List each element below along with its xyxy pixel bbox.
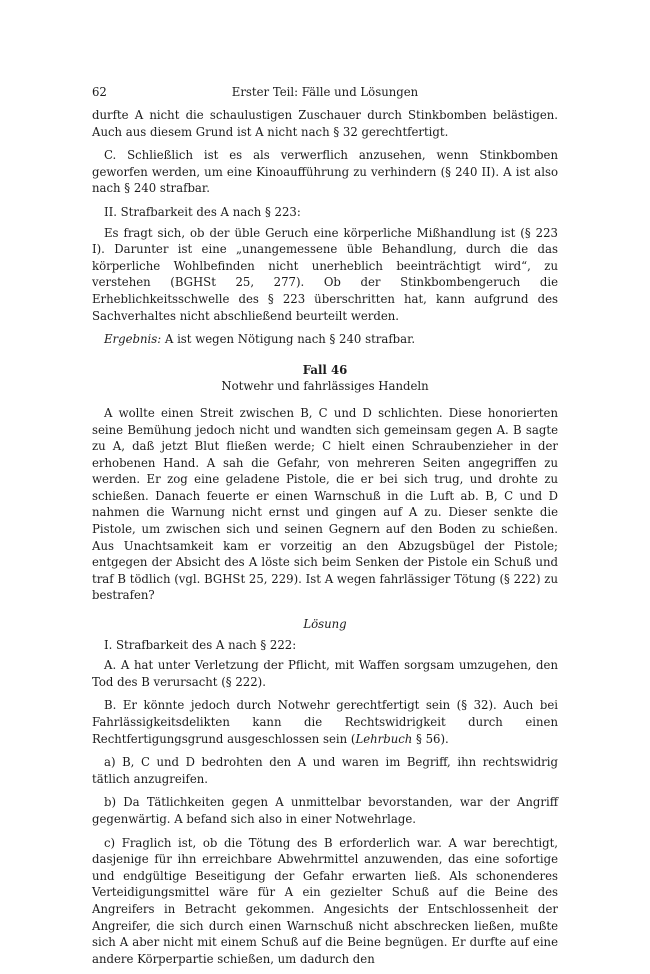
paragraph-result bbox=[92, 331, 558, 348]
paragraph-solution-a: A. A hat unter Verletzung der Pflicht, mit Waffen sorgsam umzugehen, den Tod des B verursacht (§ 222). bbox=[92, 658, 558, 689]
result-text: A ist wegen Nötigung nach § 240 strafbar. bbox=[161, 332, 416, 347]
paragraph-point-c: c) Fraglich ist, ob die Tötung des B erforderlich war. A war berechtigt, dasjenige für ihn erreichbare Abwehrmittel anzuwenden, das eine sofortige und endgültige Beseitigung der Gefahr erwarten ließ. Als schonenderes Verteidigungsmittel wäre für A ein gezielter Schuß auf die Beine des Angreifers in Betracht gekommen. Angesichts der Entschlossenheit der Angreifer, die sich durch einen Warnschuß nicht abschrecken ließen, mußte sich A aber nicht mit einem Schuß auf die Beine begnügen. Er durfte auf eine andere Körperpartie schießen, um dadurch den bbox=[92, 835, 558, 966]
running-title: Erster Teil: Fälle und Lösungen bbox=[231, 85, 419, 99]
case-title: Fall 46 bbox=[302, 362, 348, 377]
book-page bbox=[92, 84, 558, 974]
page-number: 62 bbox=[92, 85, 107, 99]
paragraph-section-c: C. Schließlich ist es als verwerflich anzusehen, wenn Stinkbomben geworfen werden, um eine Kinoaufführung zu verhindern (§ 240 II). A ist also nach § 240 strafbar. bbox=[92, 148, 558, 196]
paragraph-continuation: durfte A nicht die schaulustigen Zuschauer durch Stinkbomben belästigen. Auch aus diesem Grund ist A nicht nach § 32 gerechtfertigt. bbox=[92, 108, 558, 139]
solution-b-end: § 56). bbox=[412, 731, 449, 746]
paragraph-solution-b bbox=[92, 697, 558, 747]
heading-solution-i: I. Strafbarkeit des A nach § 222: bbox=[104, 637, 297, 652]
case-subtitle: Notwehr und fahrlässiges Handeln bbox=[221, 379, 429, 394]
paragraph-section-ii: Es fragt sich, ob der üble Geruch eine körperliche Mißhandlung ist (§ 223 I). Darunter ist eine „unangemessene üble Behandlung, durch die das körperliche Wohlbefinden nicht unerheblich beeinträchtigt wird“, zu verstehen (BGHSt 25, 277). Ob der Stinkbombengeruch die Erheblichkeitsschwelle des § 223 überschritten hat, kann aufgrund des Sachverhaltes nicht abschließend beurteilt werden. bbox=[92, 225, 558, 323]
textbook-reference: Lehrbuch bbox=[355, 731, 413, 746]
heading-section-ii: II. Strafbarkeit des A nach § 223: bbox=[104, 204, 301, 219]
solution-heading: Lösung bbox=[303, 617, 347, 632]
running-head bbox=[92, 84, 558, 102]
solution-b-text: B. Er könnte jedoch durch Notwehr gerechtfertigt sein (§ 32). Auch bei Fahrlässigkeitsdelikten kann die Rechtswidrigkeit durch einen Rechtfertigungsgrund ausgeschlossen sein ( bbox=[92, 698, 558, 746]
paragraph-point-b: b) Da Tätlichkeiten gegen A unmittelbar bevorstanden, war der Angriff gegenwärtig. A befand sich also in einer Notwehrlage. bbox=[92, 795, 558, 826]
case-facts: A wollte einen Streit zwischen B, C und D schlichten. Diese honorierten seine Bemühung jedoch nicht und wandten sich gemeinsam gegen A. B sagte zu A, daß jetzt Blut fließen werde; C hielt einen Schraubenzieher in der erhobenen Hand. A sah die Gefahr, von mehreren Seiten angegriffen zu werden. Er zog eine geladene Pistole, die er bei sich trug, und drohte zu schießen. Danach feuerte er einen Warnschuß in die Luft ab. B, C und D nahmen die Warnung nicht ernst und gingen auf A zu. Dieser senkte die Pistole, um zwischen sich und seinen Gegnern auf den Boden zu schießen. Aus Unachtsamkeit kam er vorzeitig an den Abzugsbügel der Pistole; entgegen der Absicht des A löste sich beim Senken der Pistole ein Schuß und traf B tödlich (vgl. BGHSt 25, 229). Ist A wegen fahrlässiger Tötung (§ 222) zu bestrafen? bbox=[92, 405, 558, 603]
result-label: Ergebnis: bbox=[104, 332, 162, 347]
paragraph-point-a: a) B, C und D bedrohten den A und waren im Begriff, ihn rechtswidrig tätlich anzugreifen. bbox=[92, 755, 558, 786]
